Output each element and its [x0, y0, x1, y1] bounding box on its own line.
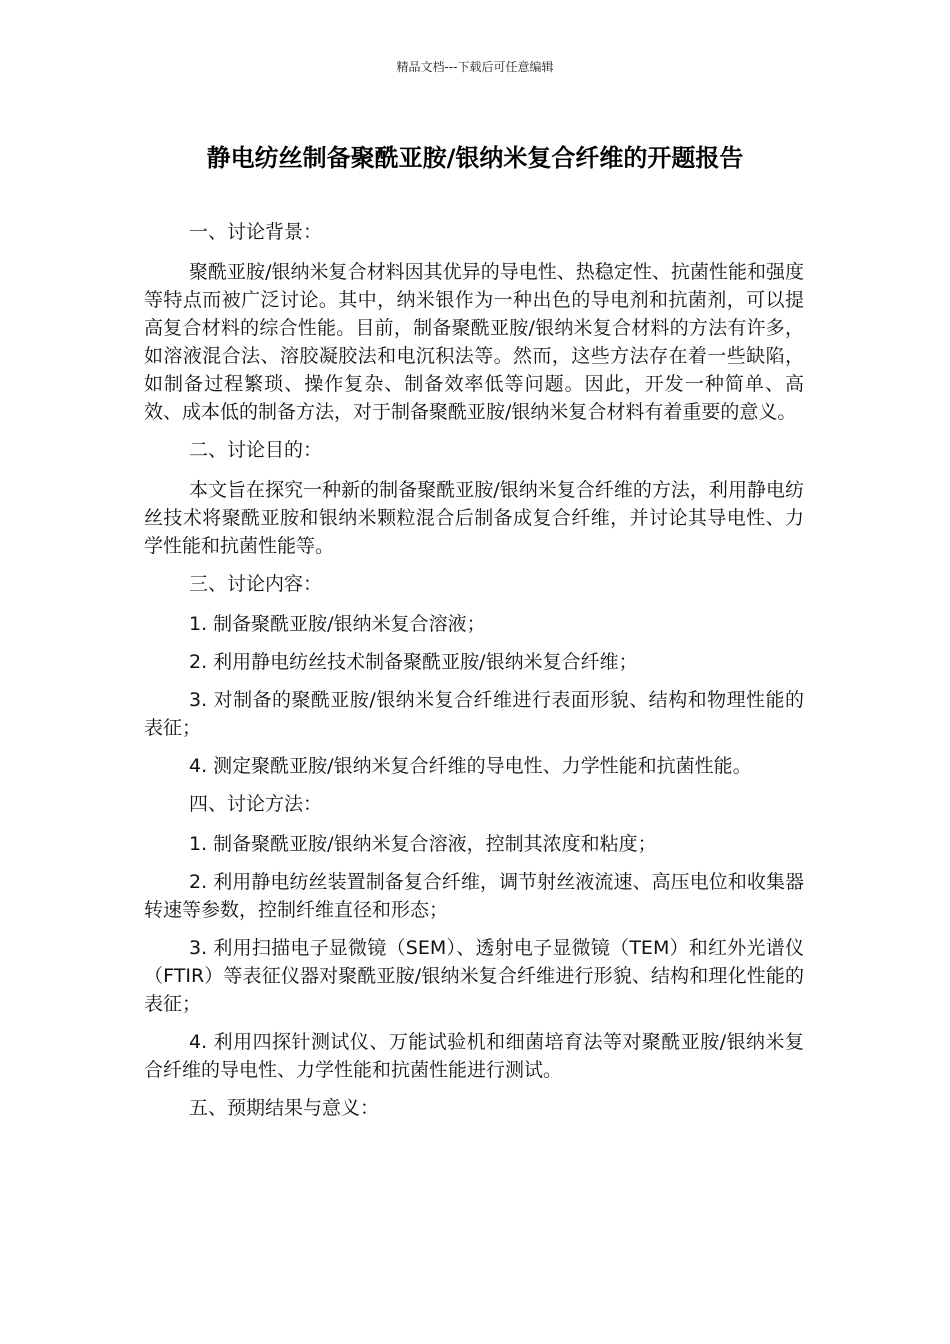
content-item-1: 1. 制备聚酰亚胺/银纳米复合溶液；: [189, 613, 486, 635]
section-heading-method: 四、讨论方法：: [189, 793, 323, 815]
method-item-1: 1. 制备聚酰亚胺/银纳米复合溶液，控制其浓度和粘度；: [189, 833, 657, 855]
method-item-2: 2. 利用静电纺丝装置制备复合纤维，调节射丝液流速、高压电位和收集器转速等参数，控制纤维直径和形态；: [144, 871, 804, 921]
section-heading-results: 五、预期结果与意义：: [189, 1097, 380, 1119]
section-heading-content: 三、讨论内容：: [189, 573, 323, 595]
document-title: 静电纺丝制备聚酰亚胺/银纳米复合纤维的开题报告: [206, 144, 744, 172]
document-body: [144, 218, 804, 1134]
paragraph-background: 聚酰亚胺/银纳米复合材料因其优异的导电性、热稳定性、抗菌性能和强度等特点而被广泛讨论。其中，纳米银作为一种出色的导电剂和抗菌剂，可以提高复合材料的综合性能。目前，制备聚酰亚胺/银纳米复合材料的方法有许多，如溶液混合法、溶胶凝胶法和电沉积法等。然而，这些方法存在着一些缺陷，如制备过程繁琐、操作复杂、制备效率低等问题。因此，开发一种简单、高效、成本低的制备方法，对于制备聚酰亚胺/银纳米复合材料有着重要的意义。: [144, 261, 804, 423]
page-header-note: 精品文档---下载后可任意编辑: [396, 60, 554, 74]
section-heading-background: 一、讨论背景：: [189, 221, 323, 243]
content-item-4: 4. 测定聚酰亚胺/银纳米复合纤维的导电性、力学性能和抗菌性能。: [189, 755, 752, 777]
method-item-3: 3. 利用扫描电子显微镜（SEM）、透射电子显微镜（TEM）和红外光谱仪（FTIR）等表征仪器对聚酰亚胺/银纳米复合纤维进行形貌、结构和理化性能的表征；: [144, 937, 804, 1015]
content-item-3: 3. 对制备的聚酰亚胺/银纳米复合纤维进行表面形貌、结构和物理性能的表征；: [144, 689, 804, 739]
section-heading-purpose: 二、讨论目的：: [189, 439, 323, 461]
paragraph-purpose: 本文旨在探究一种新的制备聚酰亚胺/银纳米复合纤维的方法，利用静电纺丝技术将聚酰亚胺和银纳米颗粒混合后制备成复合纤维，并讨论其导电性、力学性能和抗菌性能等。: [144, 479, 804, 557]
content-item-2: 2. 利用静电纺丝技术制备聚酰亚胺/银纳米复合纤维；: [189, 651, 638, 673]
method-item-4: 4. 利用四探针测试仪、万能试验机和细菌培育法等对聚酰亚胺/银纳米复合纤维的导电性、力学性能和抗菌性能进行测试。: [144, 1031, 804, 1081]
